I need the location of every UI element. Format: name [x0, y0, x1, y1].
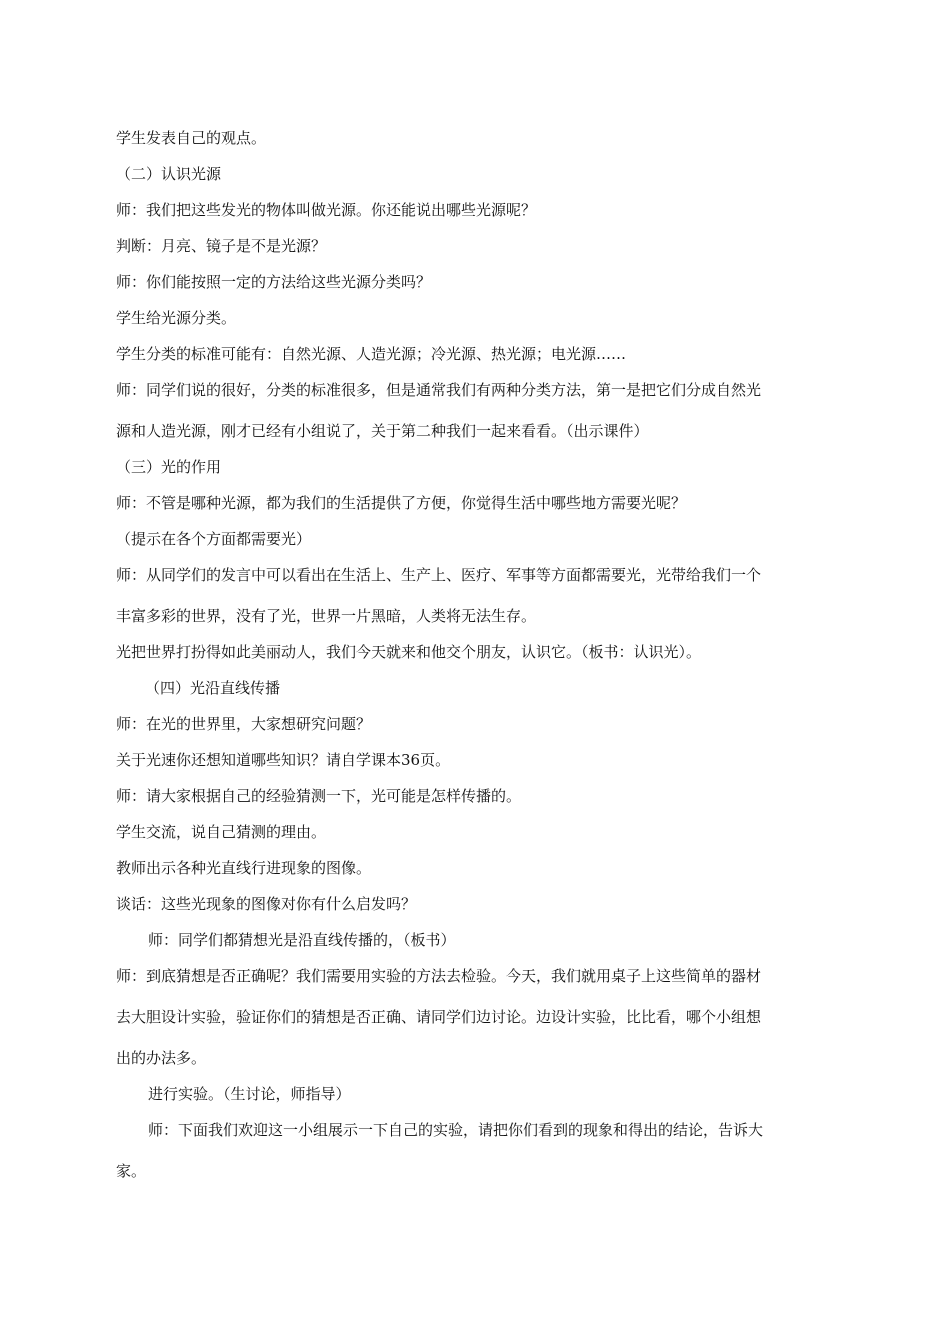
text-line-18: 关于光速你还想知道哪些知识？请自学课本36页。	[116, 751, 451, 769]
text-line-11: 师：不管是哪种光源，都为我们的生活提供了方便，你觉得生活中哪些地方需要光呢？	[116, 494, 687, 512]
text-line-1: 学生发表自己的观点。	[116, 129, 267, 147]
text-line-8: 师：同学们说的很好，分类的标准很多，但是通常我们有两种分类方法，第一是把它们分成自然光	[116, 381, 762, 399]
text-line-29: 家。	[116, 1162, 147, 1180]
section-heading-2: （二）认识光源	[116, 165, 222, 183]
text-line-9: 源和人造光源，刚才已经有小组说了，关于第二种我们一起来看看。（出示课件）	[116, 422, 649, 440]
text-line-24: 师：到底猜想是否正确呢？我们需要用实验的方法去检验。今天，我们就用桌子上这些简单的器材	[116, 967, 762, 985]
section-heading-4: （四）光沿直线传播	[145, 679, 281, 697]
text-line-27: 进行实验。（生讨论，师指导）	[148, 1085, 351, 1103]
text-line-7: 学生分类的标准可能有：自然光源、人造光源；冷光源、热光源；电光源……	[116, 345, 627, 363]
text-line-6: 学生给光源分类。	[116, 309, 237, 327]
text-line-25: 去大胆设计实验，验证你们的猜想是否正确、请同学们边讨论。边设计实验，比比看，哪个小组想	[116, 1008, 762, 1026]
text-line-26: 出的办法多。	[116, 1049, 207, 1067]
text-line-20: 学生交流，说自己猜测的理由。	[116, 823, 327, 841]
text-line-21: 教师出示各种光直线行进现象的图像。	[116, 859, 372, 877]
text-line-12: （提示在各个方面都需要光）	[116, 530, 312, 548]
text-line-23: 师：同学们都猜想光是沿直线传播的，（板书）	[148, 931, 456, 949]
text-line-3: 师：我们把这些发光的物体叫做光源。你还能说出哪些光源呢？	[116, 201, 537, 219]
text-line-22: 谈话：这些光现象的图像对你有什么启发吗？	[116, 895, 417, 913]
text-line-28: 师：下面我们欢迎这一小组展示一下自己的实验，请把你们看到的现象和得出的结论，告诉大	[148, 1121, 764, 1139]
text-line-19: 师：请大家根据自己的经验猜测一下，光可能是怎样传播的。	[116, 787, 522, 805]
text-line-13: 师：从同学们的发言中可以看出在生活上、生产上、医疗、军事等方面都需要光，光带给我们一个	[116, 566, 762, 584]
text-line-14: 丰富多彩的世界，没有了光，世界一片黑暗，人类将无法生存。	[116, 607, 537, 625]
text-line-4: 判断：月亮、镜子是不是光源？	[116, 237, 327, 255]
text-line-17: 师：在光的世界里，大家想研究问题？	[116, 715, 372, 733]
text-line-5: 师：你们能按照一定的方法给这些光源分类吗？	[116, 273, 432, 291]
text-line-15: 光把世界打扮得如此美丽动人，我们今天就来和他交个朋友，认识它。（板书：认识光）。	[116, 643, 702, 661]
section-heading-3: （三）光的作用	[116, 458, 222, 476]
